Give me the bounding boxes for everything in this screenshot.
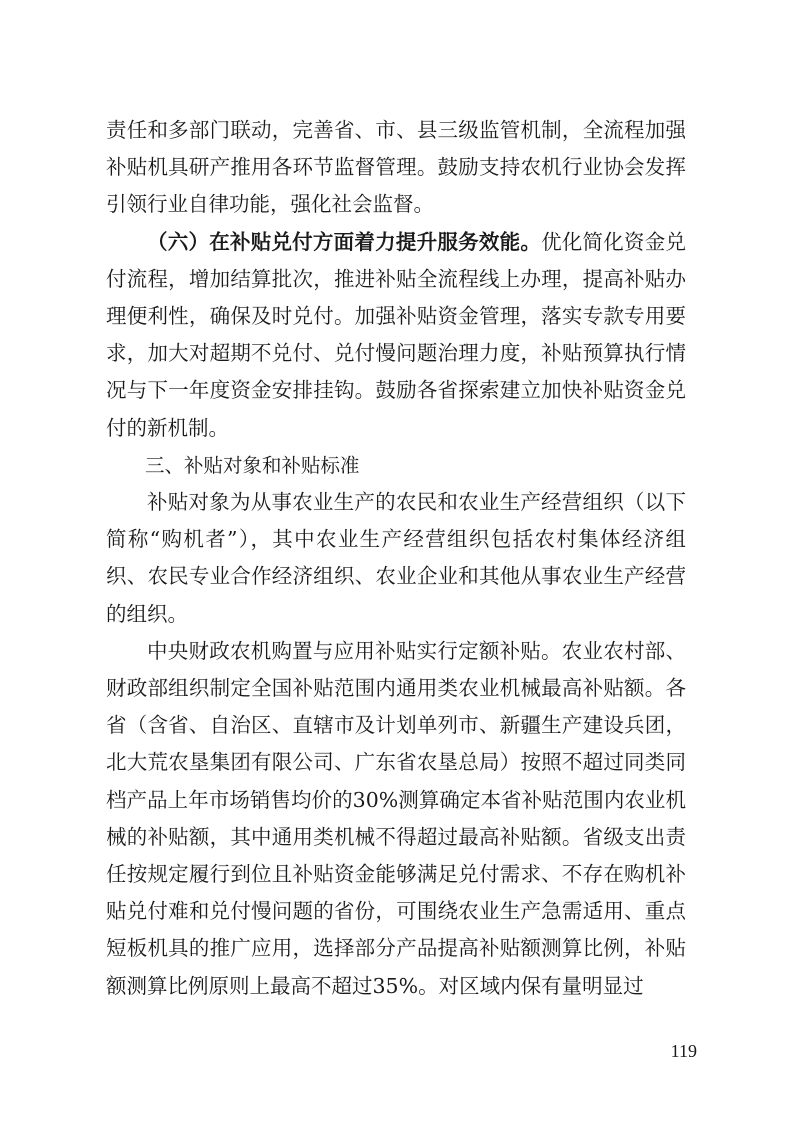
page-number: 119 [670,1041,697,1061]
paragraph-subsidy-recipients [106,484,686,633]
section-heading: 三、补贴对象和补贴标准 [145,453,360,477]
paragraph-service-efficiency [106,224,686,447]
paragraph-subsidy-standards [106,633,686,1005]
paragraph-text: 中央财政农机购置与应用补贴实行定额补贴。农业农村部、财政部组织制定全国补贴范围内通用类农业机械最高补贴额。各省（含省、自治区、直辖市及计划单列市、新疆生产建设兵团，北大荒农垦集团有限公司、广东省农垦总局）按照不超过同类同档产品上年市场销售均价的30%测算确定本省补贴范围内农业机械的补贴额，其中通用类机械不得超过最高补贴额。省级支出责任按规定履行到位且补贴资金能够满足兑付需求、不存在购机补贴兑付难和兑付慢问题的省份，可围绕农业生产急需适用、重点短板机具的推广应用，选择部分产品提高补贴额测算比例，补贴额测算比例原则上最高不超过35%。对区域内保有量明显过 [106,638,686,998]
document-body [106,112,686,1005]
paragraph-lead-heading: （六）在补贴兑付方面着力提升服务效能。 [147,229,542,254]
paragraph-text: 优化简化资金兑付流程，增加结算批次，推进补贴全流程线上办理，提高补贴办理便利性，确保及时兑付。加强补贴资金管理，落实专款专用要求，加大对超期不兑付、兑付慢问题治理力度，补贴预算执行情况与下一年度资金安排挂钩。鼓励各省探索建立加快补贴资金兑付的新机制。 [106,229,687,440]
paragraph-text: 补贴对象为从事农业生产的农民和农业生产经营组织（以下简称“购机者”），其中农业生产经营组织包括农村集体经济组织、农民专业合作经济组织、农业企业和其他从事农业生产经营的组织。 [106,490,686,626]
paragraph-continuation [106,112,686,224]
paragraph-text: 责任和多部门联动，完善省、市、县三级监管机制，全流程加强补贴机具研产推用各环节监督管理。鼓励支持农机行业协会发挥引领行业自律功能，强化社会监督。 [106,118,686,217]
